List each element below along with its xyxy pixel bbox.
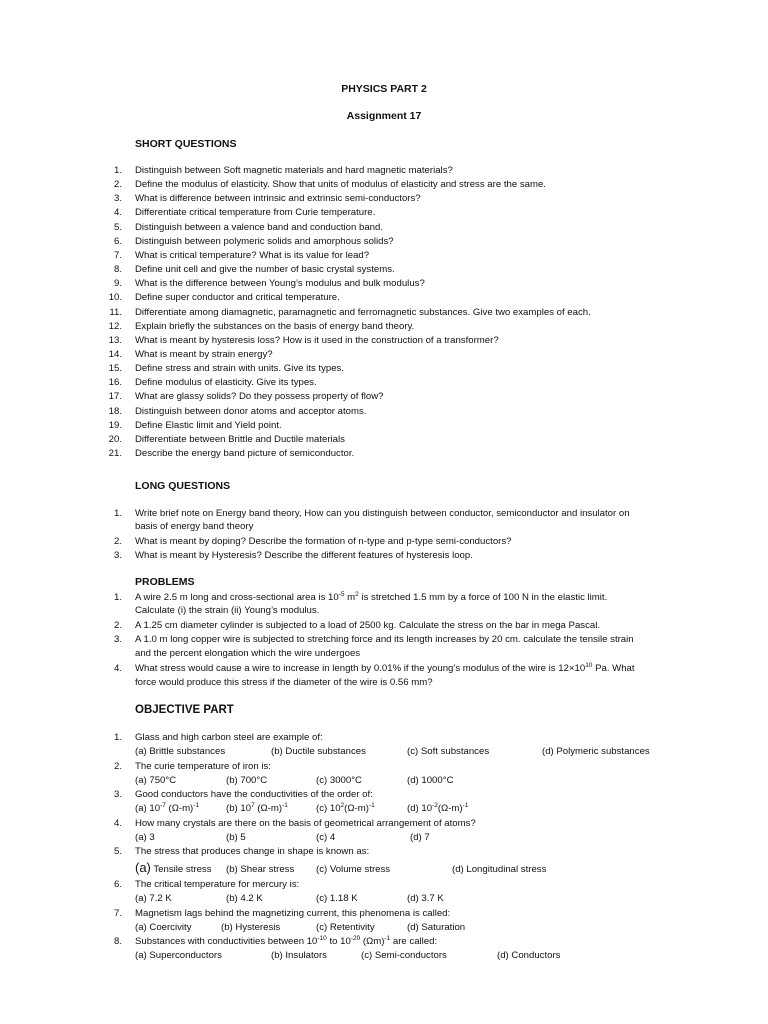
short-question-number: 16. (108, 377, 122, 388)
objective-q2-option-b: (b) 700°C (226, 775, 268, 786)
short-question-text: Define Elastic limit and Yield point. (135, 420, 282, 431)
objective-q2-option-a: (a) 750°C (135, 775, 177, 786)
assignment-title: Assignment 17 (346, 110, 422, 122)
objective-q7-option-b: (b) Hysteresis (221, 922, 281, 933)
objective-q4-option-a: (a) 3 (135, 832, 155, 843)
long-q1-text: Write brief note on Energy band theory, How can you distinguish between conductor, semiconductor and insulator on (135, 508, 630, 519)
short-question-text: What is meant by strain energy? (135, 349, 273, 360)
short-question-text: Define stress and strain with units. Give its types. (135, 363, 345, 374)
short-question-text: Define unit cell and give the number of basic crystal systems. (135, 264, 395, 275)
objective-q4-option-c: (c) 4 (316, 832, 336, 843)
short-question-text: Differentiate critical temperature from Curie temperature. (135, 207, 376, 218)
objective-q5-option-c: (c) Volume stress (316, 864, 391, 875)
objective-q2-number: 2. (113, 761, 122, 772)
problem-2-number: 2. (113, 620, 122, 631)
objective-q4-number: 4. (113, 818, 122, 829)
objective-q6-option-c: (c) 1.18 K (316, 893, 358, 904)
short-question-text: Distinguish between Soft magnetic materials and hard magnetic materials? (135, 165, 453, 176)
short-questions-heading: SHORT QUESTIONS (135, 138, 237, 150)
objective-q8-option-d: (d) Conductors (497, 950, 561, 961)
short-question-text: What is critical temperature? What is its value for lead? (135, 250, 370, 261)
objective-q4-text: How many crystals are there on the basis of geometrical arrangement of atoms? (135, 818, 476, 829)
long-q3-number: 3. (113, 550, 122, 561)
short-question-text: Define super conductor and critical temperature. (135, 292, 340, 303)
short-question-text: Describe the energy band picture of semiconductor. (135, 448, 355, 459)
short-question-number: 9. (113, 278, 122, 289)
long-q2-text: What is meant by doping? Describe the formation of n-type and p-type semi-conductors? (135, 536, 512, 547)
objective-q3-text: Good conductors have the conductivities of the order of: (135, 789, 373, 800)
objective-q1-option-c: (c) Soft substances (407, 746, 490, 757)
objective-q1-option-d: (d) Polymeric substances (542, 746, 650, 757)
short-question-number: 3. (113, 193, 122, 204)
objective-q8-option-a: (a) Superconductors (135, 950, 222, 961)
problem-3-text: A 1.0 m long copper wire is subjected to stretching force and its length increases by 20 cm. calculate the tensile strain (135, 634, 634, 645)
objective-q8-text: Substances with conductivities between $10^{-10}$ to $10^{-20}$ $(\Omega m)^{-1}$ are called: (135, 935, 438, 947)
problem-4-number: 4. (113, 663, 122, 674)
long-questions-heading: LONG QUESTIONS (135, 480, 231, 492)
objective-q1-option-a: (a) Brittle substances (135, 746, 226, 757)
objective-q1-text: Glass and high carbon steel are example of: (135, 732, 323, 743)
short-question-number: 12. (108, 321, 122, 332)
objective-q6-number: 6. (113, 879, 122, 890)
page-title: PHYSICS PART 2 (341, 83, 427, 95)
objective-q2-option-d: (d) 1000°C (407, 775, 454, 786)
objective-q6-option-d: (d) 3.7 K (407, 893, 444, 904)
short-question-number: 4. (113, 207, 122, 218)
objective-q2-text: The curie temperature of iron is: (135, 761, 271, 772)
objective-q1-option-b: (b) Ductile substances (271, 746, 366, 757)
short-question-text: What are glassy solids? Do they possess property of flow? (135, 391, 384, 402)
objective-part-heading: OBJECTIVE PART (135, 704, 234, 716)
short-question-number: 8. (113, 264, 122, 275)
objective-q6-text: The critical temperature for mercury is: (135, 879, 300, 890)
short-question-number: 10. (108, 292, 122, 303)
objective-q7-number: 7. (113, 908, 122, 919)
short-question-number: 15. (108, 363, 122, 374)
short-question-text: Distinguish between polymeric solids and amorphous solids? (135, 236, 394, 247)
objective-q7-option-a: (a) Coercivity (135, 922, 192, 933)
short-question-text: What is meant by hysteresis loss? How is it used in the construction of a transformer? (135, 335, 499, 346)
objective-q7-option-d: (d) Saturation (407, 922, 466, 933)
problem-1-text-cont: Calculate (i) the strain (ii) Young’s modulus. (135, 605, 320, 616)
short-question-text: Define the modulus of elasticity. Show that units of modulus of elasticity and stress are the same. (135, 179, 546, 190)
objective-q3-option-b: (b) $10^7$ $(\Omega-m)^{-1}$ (226, 802, 288, 814)
long-q3-text: What is meant by Hysteresis? Describe the different features of hysteresis loop. (135, 550, 473, 561)
short-question-number: 11. (109, 307, 122, 318)
short-question-text: What is the difference between Young’s modulus and bulk modulus? (135, 278, 425, 289)
short-question-number: 20. (108, 434, 122, 445)
objective-q3-option-c: (c) $10^2(\Omega-m)^{-1}$ (316, 802, 375, 814)
short-question-text: Differentiate between Brittle and Ductile materials (135, 434, 345, 445)
problem-4-text: What stress would cause a wire to increase in length by 0.01% if the young’s modulus of the wire is $12\times 10^{10}$ Pa. What (135, 662, 635, 674)
objective-q6-option-a: (a) 7.2 K (135, 893, 172, 904)
short-question-number: 14. (108, 349, 122, 360)
objective-q1-number: 1. (113, 732, 122, 743)
objective-q3-number: 3. (113, 789, 122, 800)
short-question-number: 13. (108, 335, 122, 346)
objective-q3-option-d: (d) $10^{-2}(\Omega-m)^{-1}$ (407, 802, 469, 814)
short-question-number: 1. (113, 165, 122, 176)
objective-q8-option-b: (b) Insulators (271, 950, 327, 961)
short-question-number: 2. (113, 179, 122, 190)
problem-3-number: 3. (113, 634, 122, 645)
problem-4-text-cont: force would produce this stress if the diameter of the wire is 0.56 mm? (135, 677, 433, 688)
short-question-number: 18. (108, 406, 122, 417)
objective-q6-option-b: (b) 4.2 K (226, 893, 263, 904)
short-question-text: Explain briefly the substances on the basis of energy band theory. (135, 321, 415, 332)
long-q1-text-cont: basis of energy band theory (135, 521, 254, 532)
short-question-number: 21. (108, 448, 122, 459)
objective-q5-text: The stress that produces change in shape is known as: (135, 846, 370, 857)
objective-q3-option-a: (a) $10^{-7}$ $(\Omega-m)^{-1}$ (135, 802, 200, 814)
short-question-text: Distinguish between a valence band and conduction band. (135, 222, 384, 233)
objective-q2-option-c: (c) 3000°C (316, 775, 362, 786)
objective-q5-option-b: (b) Shear stress (226, 864, 295, 875)
problem-1-text: A wire 2.5 m long and cross-sectional area is $10^{-5}$ $m^2$ is stretched 1.5 mm by a force of 100 N in the elastic limit. (135, 591, 608, 603)
problems-heading: PROBLEMS (135, 576, 195, 588)
objective-q4-option-d: (d) 7 (410, 832, 430, 843)
short-question-number: 5. (113, 222, 122, 233)
short-question-number: 6. (113, 236, 122, 247)
short-question-text: What is difference between intrinsic and extrinsic semi-conductors? (135, 193, 421, 204)
objective-q5-option-d: (d) Longitudinal stress (452, 864, 547, 875)
objective-q7-text: Magnetism lags behind the magnetizing current, this phenomena is called: (135, 908, 451, 919)
short-question-number: 19. (108, 420, 122, 431)
problem-3-text-cont: and the percent elongation which the wire undergoes (135, 648, 361, 659)
objective-q8-number: 8. (113, 936, 122, 947)
objective-q4-option-b: (b) 5 (226, 832, 246, 843)
objective-q5-number: 5. (113, 846, 122, 857)
objective-q5-option-a: (a) Tensile stress (135, 860, 212, 875)
problem-1-number: 1. (113, 592, 122, 603)
short-question-text: Distinguish between donor atoms and acceptor atoms. (135, 406, 367, 417)
objective-q7-option-c: (c) Retentivity (316, 922, 375, 933)
short-question-text: Differentiate among diamagnetic, paramagnetic and ferromagnetic substances. Give two examples of each. (135, 307, 591, 318)
long-q2-number: 2. (113, 536, 122, 547)
problem-2-text: A 1.25 cm diameter cylinder is subjected to a load of 2500 kg. Calculate the stress on the bar in mega Pascal. (135, 620, 601, 631)
short-question-text: Define modulus of elasticity. Give its types. (135, 377, 317, 388)
short-question-number: 17. (108, 391, 122, 402)
long-q1-number: 1. (113, 508, 122, 519)
short-question-number: 7. (113, 250, 122, 261)
objective-q8-option-c: (c) Semi-conductors (361, 950, 447, 961)
